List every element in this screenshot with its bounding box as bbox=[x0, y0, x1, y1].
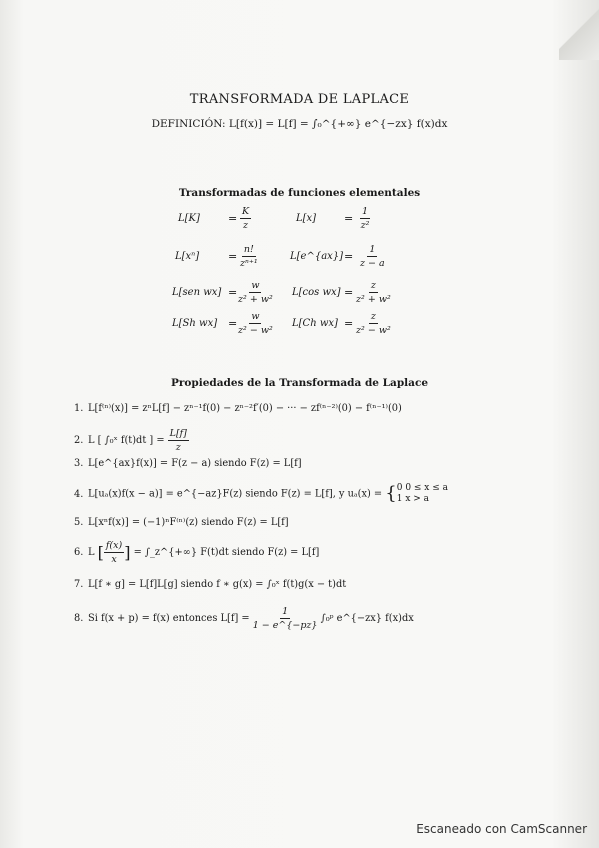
equals-sign: = bbox=[228, 212, 238, 225]
property-item: 7. L[f ∗ g] = L[f]L[g] siendo f ∗ g(x) = ∫₀ˣ f(t)g(x − t)dt bbox=[74, 579, 347, 590]
transform-lhs: L[cos wx] bbox=[292, 287, 341, 298]
transform-fraction: $\frac{1}{z - a}$ bbox=[360, 244, 385, 269]
equals-sign: = bbox=[344, 317, 354, 330]
section-heading-elementary: Transformadas de funciones elementales bbox=[178, 187, 421, 199]
property-item: 8. Si f(x + p) = f(x) entonces L[f] = $\frac{1}{1 - e\^{}\{-pz\}}$ ∫₀ᵖ e^{−zx} f(x)dx bbox=[74, 606, 414, 631]
equals-sign: = bbox=[344, 250, 354, 263]
transform-lhs: L[Sh wx] bbox=[172, 318, 218, 329]
section-heading-properties: Propiedades de la Transformada de Laplace bbox=[170, 377, 429, 389]
equals-sign: = bbox=[228, 250, 238, 263]
transform-fraction: $\frac{w}{\text{z² + w²}}$ bbox=[238, 280, 273, 305]
scanner-watermark: Escaneado con CamScanner bbox=[416, 822, 587, 836]
transform-lhs: L[x] bbox=[296, 213, 317, 224]
transform-fraction: $\frac{z}{\text{z² − w²}}$ bbox=[356, 311, 391, 336]
transform-lhs: L[xⁿ] bbox=[175, 251, 200, 262]
transform-fraction: $\frac{K}{z}$ bbox=[242, 206, 250, 231]
transform-fraction: $\frac{z}{\text{z² + w²}}$ bbox=[356, 280, 391, 305]
page-title: TRANSFORMADA DE LAPLACE bbox=[189, 92, 410, 107]
transform-lhs: L[sen wx] bbox=[172, 287, 222, 298]
transform-lhs: L[K] bbox=[178, 213, 200, 224]
case-line: 1 x > a bbox=[396, 494, 430, 504]
property-item: 2. L [ ∫₀ˣ f(t)dt ] = $\frac{L[f]}{z}$ bbox=[74, 428, 187, 453]
page-fold-shadow bbox=[559, 0, 599, 60]
transform-fraction: $\frac{1}{\text{z²}}$ bbox=[360, 206, 370, 231]
transform-fraction: $\frac{w}{\text{z² − w²}}$ bbox=[238, 311, 273, 336]
definition-line: DEFINICIÓN: L[f(x)] = L[f] = ∫₀^{+∞} e^{−zx} f(x)dx bbox=[151, 118, 448, 130]
property-item: 3. L[e^{ax}f(x)] = F(z − a) siendo F(z) = L[f] bbox=[74, 458, 302, 469]
property-item: 6. L [ $\frac{f(x)}{x}$ ] = ∫_z^{+∞} F(t)dt siendo F(z) = L[f] bbox=[74, 540, 320, 565]
property-item: 5. L[xⁿf(x)] = (−1)ⁿF⁽ⁿ⁾(z) siendo F(z) = L[f] bbox=[74, 517, 289, 528]
equals-sign: = bbox=[344, 212, 354, 225]
property-item: 4. L[uₐ(x)f(x − a)] = e^{−az}F(z) siendo F(z) = L[f], y uₐ(x) = { 0 0 ≤ x ≤ a 1 x > a bbox=[74, 483, 449, 504]
transform-fraction: $\frac{n!}{\text{zⁿ⁺¹}}$ bbox=[240, 244, 258, 269]
equals-sign: = bbox=[228, 286, 238, 299]
equals-sign: = bbox=[228, 317, 238, 330]
equals-sign: = bbox=[344, 286, 354, 299]
transform-lhs: L[Ch wx] bbox=[292, 318, 338, 329]
case-line: 0 0 ≤ x ≤ a bbox=[396, 483, 449, 493]
transform-lhs: L[e^{ax}] bbox=[290, 251, 344, 262]
property-item: 1. L[f⁽ⁿ⁾(x)] = zⁿL[f] − zⁿ⁻¹f(0) − zⁿ⁻²f′(0) − ··· − zf⁽ⁿ⁻²⁾(0) − f⁽ⁿ⁻¹⁾(0) bbox=[74, 403, 402, 414]
